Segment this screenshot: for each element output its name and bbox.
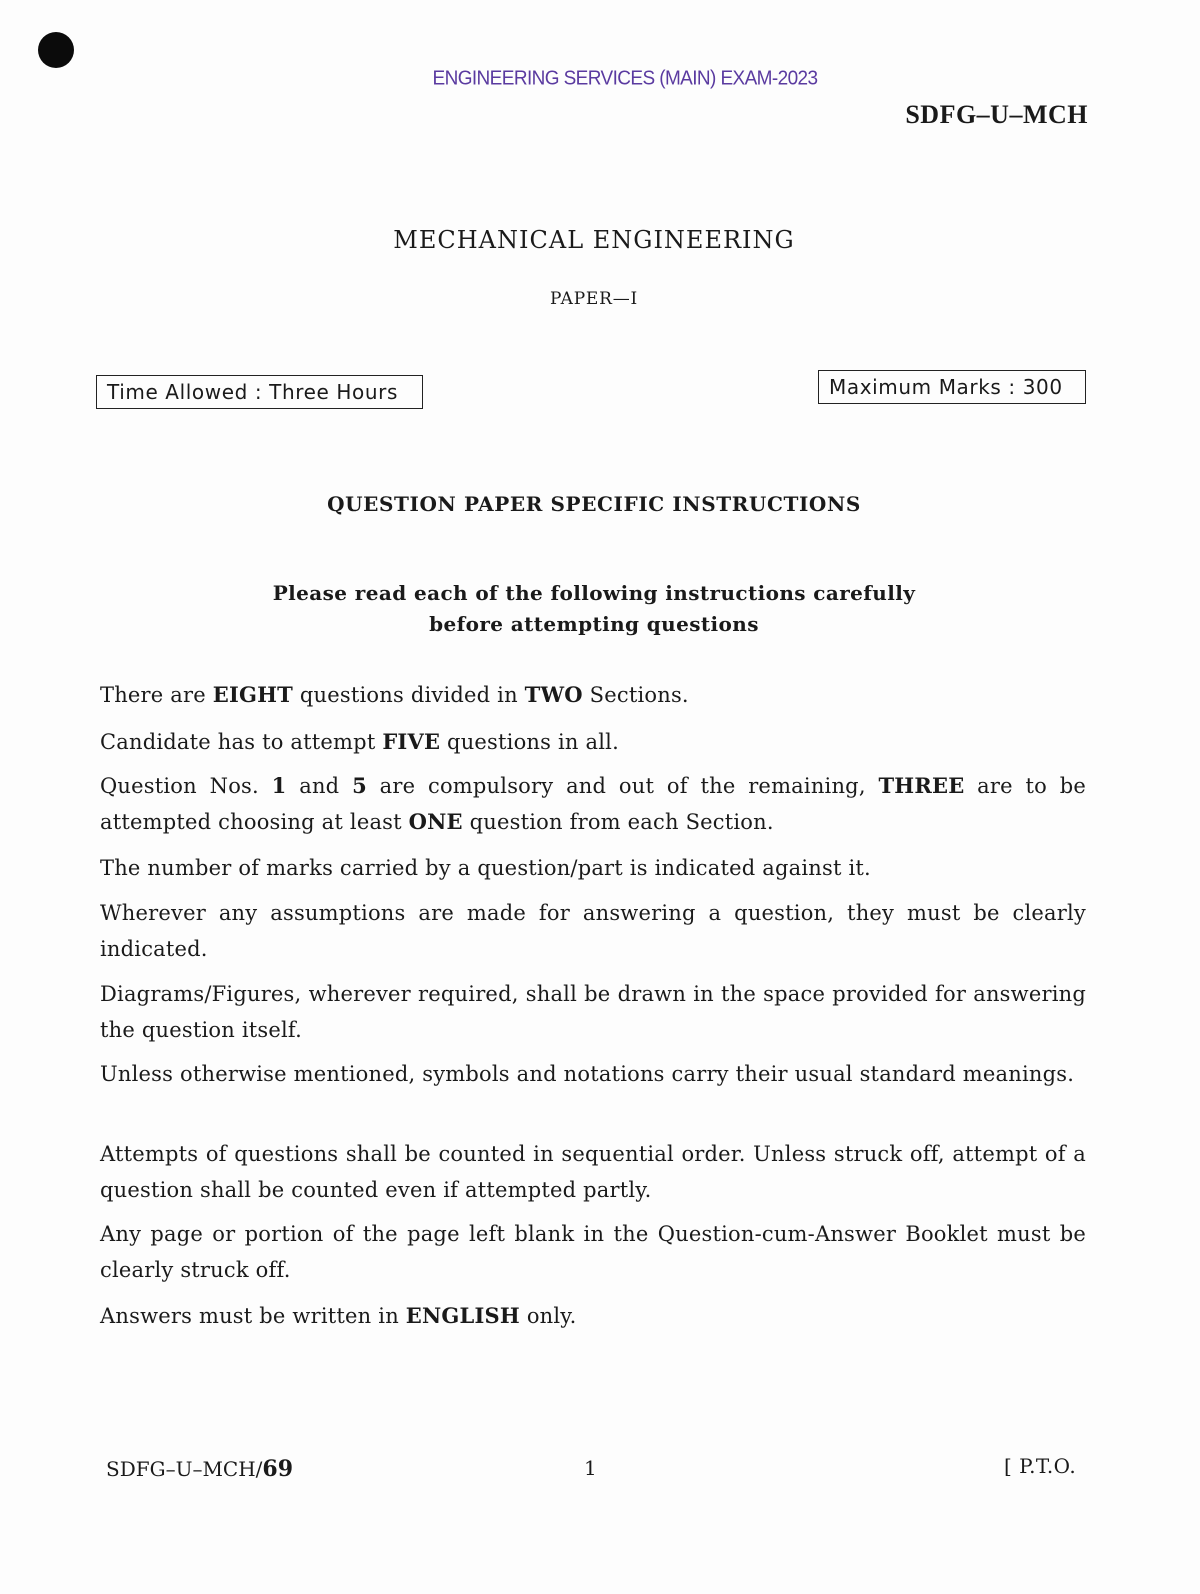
instruction-item <box>100 976 1086 1048</box>
instruction-item <box>100 1298 1086 1334</box>
instruction-emphasis: EIGHT <box>212 682 293 707</box>
subheading-line: before attempting questions <box>429 612 759 636</box>
instruction-text: There are <box>100 683 213 707</box>
instruction-text: Question Nos. <box>100 774 272 798</box>
instruction-emphasis: ONE <box>408 809 463 834</box>
instruction-text: are to be attempted choosing at least <box>100 774 1087 834</box>
pto-label: [ P.T.O. <box>1004 1454 1077 1478</box>
instruction-text: question from each Section. <box>462 810 774 834</box>
subheading-line: Please read each of the following instructions carefully <box>272 581 916 605</box>
page-number: 1 <box>584 1456 597 1480</box>
time-allowed-box: Time Allowed : Three Hours <box>96 375 423 409</box>
instruction-text: only. <box>519 1304 577 1328</box>
punch-hole <box>38 32 74 68</box>
instruction-item <box>100 1216 1086 1288</box>
paper-label: PAPER—I <box>549 289 639 309</box>
instruction-item <box>100 1136 1086 1208</box>
footer-code-number: 69 <box>262 1456 294 1482</box>
instruction-item <box>100 677 1086 713</box>
instruction-emphasis: ENGLISH <box>405 1303 520 1328</box>
footer-paper-code <box>106 1456 293 1482</box>
instruction-text: The number of marks carried by a question/part is indicated against it. <box>100 856 871 880</box>
instruction-emphasis: THREE <box>878 773 965 798</box>
instruction-item <box>100 1056 1086 1092</box>
paper-code: SDFG–U–MCH <box>905 100 1088 129</box>
instruction-text: Sections. <box>582 683 689 707</box>
instructions-heading: QUESTION PAPER SPECIFIC INSTRUCTIONS <box>327 492 861 516</box>
maximum-marks-box: Maximum Marks : 300 <box>818 370 1086 404</box>
instruction-text: Wherever any assumptions are made for answering a question, they must be clearly indicated. <box>100 901 1086 961</box>
instruction-item <box>100 895 1086 967</box>
instruction-emphasis: 1 <box>271 773 287 798</box>
instruction-text: Any page or portion of the page left blank in the Question-cum-Answer Booklet must be clearly struck off. <box>100 1222 1086 1282</box>
instruction-text: questions in all. <box>440 730 619 754</box>
instruction-text: Attempts of questions shall be counted in sequential order. Unless struck off, attempt of a question shall be counted even if attempted partly. <box>100 1142 1086 1202</box>
instruction-text: are compulsory and out of the remaining, <box>366 774 879 798</box>
footer-code-prefix: SDFG–U–MCH/ <box>106 1457 263 1481</box>
instruction-emphasis: TWO <box>524 682 583 707</box>
instruction-text: Unless otherwise mentioned, symbols and notations carry their usual standard meanings. <box>100 1062 1075 1086</box>
instruction-emphasis: FIVE <box>382 729 441 754</box>
instruction-item <box>100 724 1086 760</box>
instruction-text: and <box>286 774 353 798</box>
subject-title: MECHANICAL ENGINEERING <box>393 226 795 254</box>
instruction-text: Diagrams/Figures, wherever required, shall be drawn in the space provided for answering the question itself. <box>100 982 1086 1042</box>
instruction-emphasis: 5 <box>352 773 367 798</box>
instruction-item <box>100 768 1086 840</box>
instruction-text: Candidate has to attempt <box>100 730 383 754</box>
instructions-subheading <box>0 578 1188 640</box>
exam-stamp: ENGINEERING SERVICES (MAIN) EXAM-2023 <box>432 67 818 90</box>
instruction-item <box>100 850 1086 886</box>
instruction-text: Answers must be written in <box>100 1304 406 1328</box>
instruction-text: questions divided in <box>293 683 525 707</box>
